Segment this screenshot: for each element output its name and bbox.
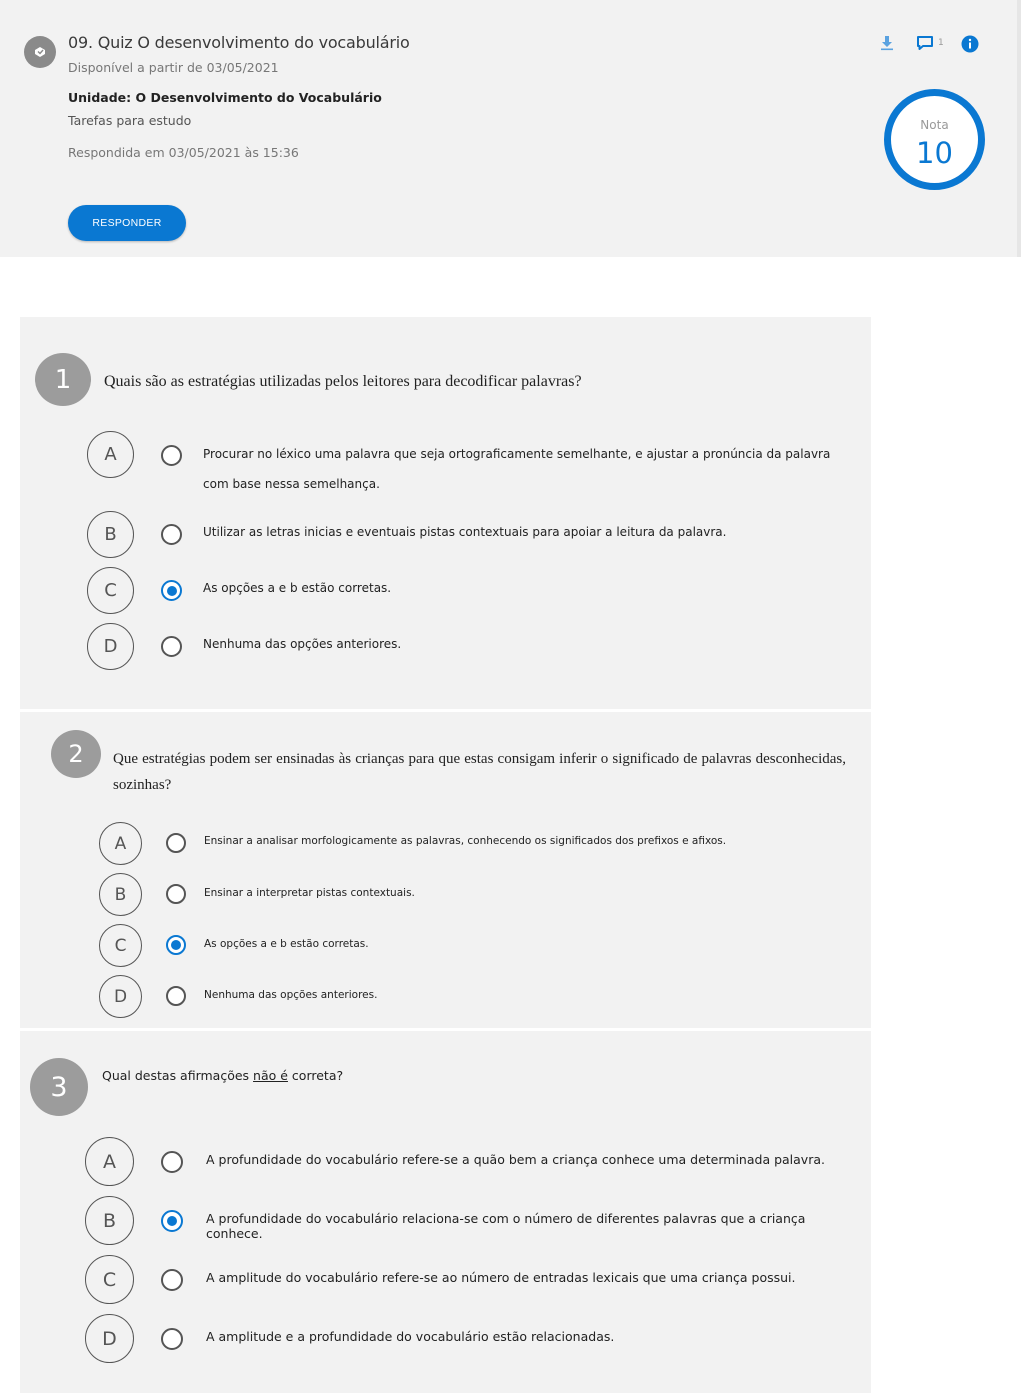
download-icon bbox=[880, 35, 894, 51]
option-letter-b: B bbox=[87, 511, 134, 558]
comment-icon bbox=[916, 35, 934, 51]
option-letter-a: A bbox=[87, 431, 134, 478]
option-d-radio[interactable] bbox=[161, 636, 182, 657]
grade-label: Nota bbox=[920, 118, 949, 132]
option-a-text[interactable]: Procurar no léxico uma palavra que seja ortograficamente semelhante, e ajustar a pronúncia da palavra com base nessa semelhança. bbox=[203, 447, 831, 491]
option-c-radio[interactable] bbox=[166, 935, 186, 955]
info-icon bbox=[961, 35, 979, 53]
question-number: 1 bbox=[35, 353, 91, 406]
option-d-text[interactable]: A amplitude e a profundidade do vocabulário estão relacionadas. bbox=[206, 1329, 615, 1344]
question-number: 2 bbox=[51, 730, 101, 778]
question-text-part: Qual destas afirmações bbox=[102, 1068, 254, 1083]
option-a-radio[interactable] bbox=[161, 445, 182, 466]
question-text-part: correta? bbox=[287, 1068, 344, 1083]
answered-date: Respondida em 03/05/2021 às 15:36 bbox=[68, 145, 299, 160]
question-1-card bbox=[20, 317, 871, 709]
question-3-card bbox=[20, 1031, 871, 1393]
tasks-label: Tarefas para estudo bbox=[68, 113, 192, 128]
info-button[interactable] bbox=[961, 35, 979, 53]
option-letter-a: A bbox=[85, 1137, 134, 1186]
option-c-text[interactable]: As opções a e b estão corretas. bbox=[204, 938, 369, 950]
option-letter-a: A bbox=[99, 822, 142, 865]
download-button[interactable] bbox=[880, 35, 894, 51]
option-d-radio[interactable] bbox=[161, 1328, 183, 1350]
comments-button[interactable] bbox=[916, 35, 944, 51]
respond-button[interactable]: RESPONDER bbox=[68, 205, 186, 241]
option-c-radio[interactable] bbox=[161, 580, 182, 601]
question-text: Quais são as estratégias utilizadas pelos leitores para decodificar palavras? bbox=[104, 373, 582, 390]
option-d-radio[interactable] bbox=[166, 986, 186, 1006]
option-a-radio[interactable] bbox=[166, 833, 186, 853]
option-d-text[interactable]: Nenhuma das opções anteriores. bbox=[204, 989, 378, 1001]
unit-label: Unidade: O Desenvolvimento do Vocabulário bbox=[68, 90, 382, 105]
option-a-radio[interactable] bbox=[161, 1151, 183, 1173]
option-letter-c: C bbox=[99, 924, 142, 967]
question-text bbox=[102, 1068, 842, 1083]
option-b-text[interactable]: Utilizar as letras inicias e eventuais pistas contextuais para apoiar a leitura da palavra. bbox=[203, 525, 727, 539]
option-letter-b: B bbox=[85, 1196, 134, 1245]
option-c-radio[interactable] bbox=[161, 1269, 183, 1291]
grade-circle bbox=[884, 89, 985, 190]
availability-date: Disponível a partir de 03/05/2021 bbox=[68, 60, 279, 75]
question-2-card bbox=[20, 712, 871, 1028]
quiz-title: 09. Quiz O desenvolvimento do vocabulário bbox=[68, 33, 410, 52]
quiz-icon bbox=[24, 36, 56, 68]
question-text-emphasis: não é bbox=[253, 1068, 288, 1083]
option-letter-d: D bbox=[85, 1314, 134, 1363]
option-letter-d: D bbox=[87, 623, 134, 670]
option-letter-c: C bbox=[85, 1255, 134, 1304]
question-text: Que estratégias podem ser ensinadas às crianças para que estas consigam inferir o significado de palavras desconhecidas, sozinhas? bbox=[113, 751, 846, 793]
option-letter-c: C bbox=[87, 567, 134, 614]
option-c-text[interactable]: A amplitude do vocabulário refere-se ao número de entradas lexicais que uma criança possui. bbox=[206, 1270, 796, 1285]
header-edge bbox=[1017, 0, 1021, 257]
option-b-radio[interactable] bbox=[166, 884, 186, 904]
option-c-text[interactable]: As opções a e b estão corretas. bbox=[203, 581, 392, 595]
option-b-text[interactable]: A profundidade do vocabulário relaciona-se com o número de diferentes palavras que a criança conhece. bbox=[206, 1211, 806, 1241]
option-d-text[interactable]: Nenhuma das opções anteriores. bbox=[203, 637, 402, 651]
option-b-text[interactable]: Ensinar a interpretar pistas contextuais. bbox=[204, 887, 415, 899]
option-a-text[interactable]: Ensinar a analisar morfologicamente as palavras, conhecendo os significados dos prefixos e afixos. bbox=[204, 835, 727, 847]
comment-count: 1 bbox=[938, 38, 944, 48]
option-a-text[interactable]: A profundidade do vocabulário refere-se a quão bem a criança conhece uma determinada palavra. bbox=[206, 1152, 825, 1167]
option-b-radio[interactable] bbox=[161, 1210, 183, 1232]
quiz-header-card bbox=[0, 0, 1021, 257]
option-letter-d: D bbox=[99, 975, 142, 1018]
option-letter-b: B bbox=[99, 873, 142, 916]
question-number: 3 bbox=[30, 1058, 88, 1116]
option-b-radio[interactable] bbox=[161, 524, 182, 545]
grade-value: 10 bbox=[916, 136, 953, 170]
